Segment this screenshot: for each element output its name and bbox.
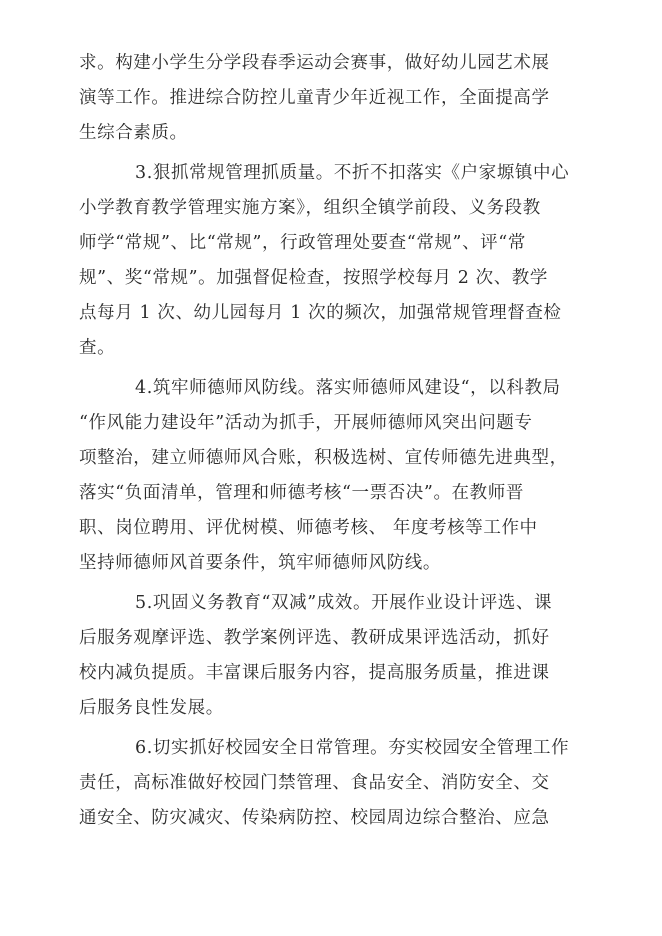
text-line: 4.筑牢师德师风防线。落实师德师风建设“，以科教局: [135, 378, 561, 398]
text-line: 后服务观摩评选、教学案例评选、教研成果评选活动，抓好: [79, 628, 550, 648]
paragraph-continued: [79, 46, 575, 151]
document-body: [79, 46, 575, 836]
text-line: 点每月 1 次、幼儿园每月 1 次的频次，加强常规管理督查检: [79, 303, 562, 323]
text-line: 校内减负提质。丰富课后服务内容，提高服务质量，推进课: [79, 663, 550, 683]
text-line: 小学教育教学管理实施方案》，组织全镇学前段、义务段教: [79, 198, 541, 218]
text-line: 坚持师德师风首要条件，筑牢师德师风防线。: [79, 553, 441, 573]
text-line: 后服务良性发展。: [79, 698, 224, 718]
text-line: 落实“负面清单，管理和师德考核“一票否决”。在教师晋: [79, 483, 524, 503]
text-line: 6.切实抓好校园安全日常管理。夯实校园安全管理工作: [135, 738, 570, 758]
text-line: 查。: [79, 338, 116, 358]
text-line: 项整治，建立师德师风合账，积极选树、宣传师德先进典型，: [79, 448, 568, 468]
text-line: “作风能力建设年”活动为抓手，开展师德师风突出问题专: [79, 413, 533, 433]
paragraph-item-4: [79, 371, 575, 581]
text-line: 师学“常规”、比“常规”，行政管理处要查“常规”、评“常: [79, 233, 526, 253]
text-line: 通安全、防灾减灾、传染病防控、校园周边综合整治、应急: [79, 808, 550, 828]
text-line: 规”、奖“常规”。加强督促检查，按照学校每月 2 次、教学: [79, 268, 548, 288]
text-line: 职、岗位聘用、评优树模、师德考核、 年度考核等工作中: [79, 518, 538, 538]
text-line: 演等工作。推进综合防控儿童青少年近视工作，全面提高学: [79, 88, 550, 108]
paragraph-item-5: [79, 586, 575, 726]
text-line: 生综合素质。: [79, 123, 188, 143]
text-line: 责任，高标准做好校园门禁管理、食品安全、消防安全、交: [79, 773, 550, 793]
text-line: 求。构建小学生分学段春季运动会赛事，做好幼儿园艺术展: [79, 53, 550, 73]
text-line: 3.狠抓常规管理抓质量。不折不扣落实《户家塬镇中心: [135, 163, 570, 183]
paragraph-item-3: [79, 156, 575, 366]
text-line: 5.巩固义务教育“双减”成效。开展作业设计评选、课: [135, 593, 553, 613]
paragraph-item-6: [79, 731, 575, 836]
